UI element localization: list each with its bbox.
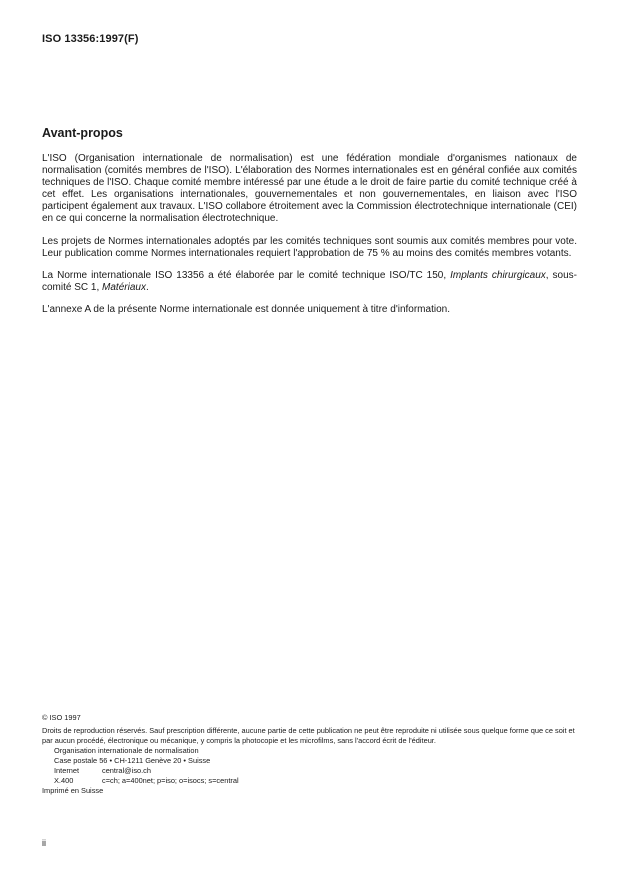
paragraph-3	[42, 270, 577, 294]
foreword-body	[42, 153, 577, 326]
copyright-rights: Droits de reproduction réservés. Sauf prescription différente, aucune partie de cette publication ne peut être reproduite ni utilisée sous quelque forme que ce soit et par aucun procédé, électronique ou mécanique, y compris la photocopie et les microfilms, sans l'accord écrit de l'éditeur.	[42, 726, 575, 745]
printed-in: Imprimé en Suisse	[42, 786, 104, 795]
paragraph-3-text-start: La Norme internationale ISO 13356 a été élaborée par le comité technique ISO/TC 150,	[42, 269, 451, 281]
page-number: ii	[42, 838, 46, 848]
internet-label: Internet	[54, 766, 80, 775]
org-name: Organisation internationale de normalisation	[54, 746, 199, 755]
copyright-notice: © ISO 1997	[42, 713, 81, 722]
x400-value: c=ch; a=400net; p=iso; o=isocs; s=central	[102, 776, 239, 785]
internet-value: central@iso.ch	[102, 766, 151, 775]
section-title: Avant-propos	[42, 126, 123, 140]
org-address: Case postale 56 • CH-1211 Genève 20 • Suisse	[54, 756, 211, 765]
paragraph-3-italic-2: Matériaux	[102, 281, 146, 293]
paragraph-1: L'ISO (Organisation internationale de normalisation) est une fédération mondiale d'organismes nationaux de normalisation (comités membres de l'ISO). L'élaboration des Normes internationales est en général confiée aux comités techniques de l'ISO. Chaque comité membre intéressé par une étude a le droit de faire partie du comité technique créé à cet effet. Les organisations internationales, gouvernementales et non gouvernementales, en liaison avec l'ISO participent également aux travaux. L'ISO collabore étroitement avec la Commission électrotechnique internationale (CEI) en ce qui concerne la normalisation électrotechnique.	[42, 153, 577, 225]
paragraph-4: L'annexe A de la présente Norme internationale est donnée uniquement à titre d'information.	[42, 303, 450, 315]
copyright-block	[42, 713, 582, 796]
x400-label: X.400	[54, 776, 74, 785]
paragraph-3-italic-1: Implants chirurgicaux	[450, 269, 546, 281]
x400-row	[42, 776, 582, 786]
paragraph-3-text-mid: , sous-comité SC 1,	[42, 269, 578, 293]
paragraph-2: Les projets de Normes internationales adoptés par les comités techniques sont soumis aux comités membres pour vote. Leur publication comme Normes internationales requiert l'approbation de 75 % au moins des comités membres votants.	[42, 235, 577, 259]
paragraph-3-text-end: .	[145, 281, 149, 293]
internet-row	[42, 766, 582, 776]
document-id: ISO 13356:1997(F)	[42, 33, 139, 45]
